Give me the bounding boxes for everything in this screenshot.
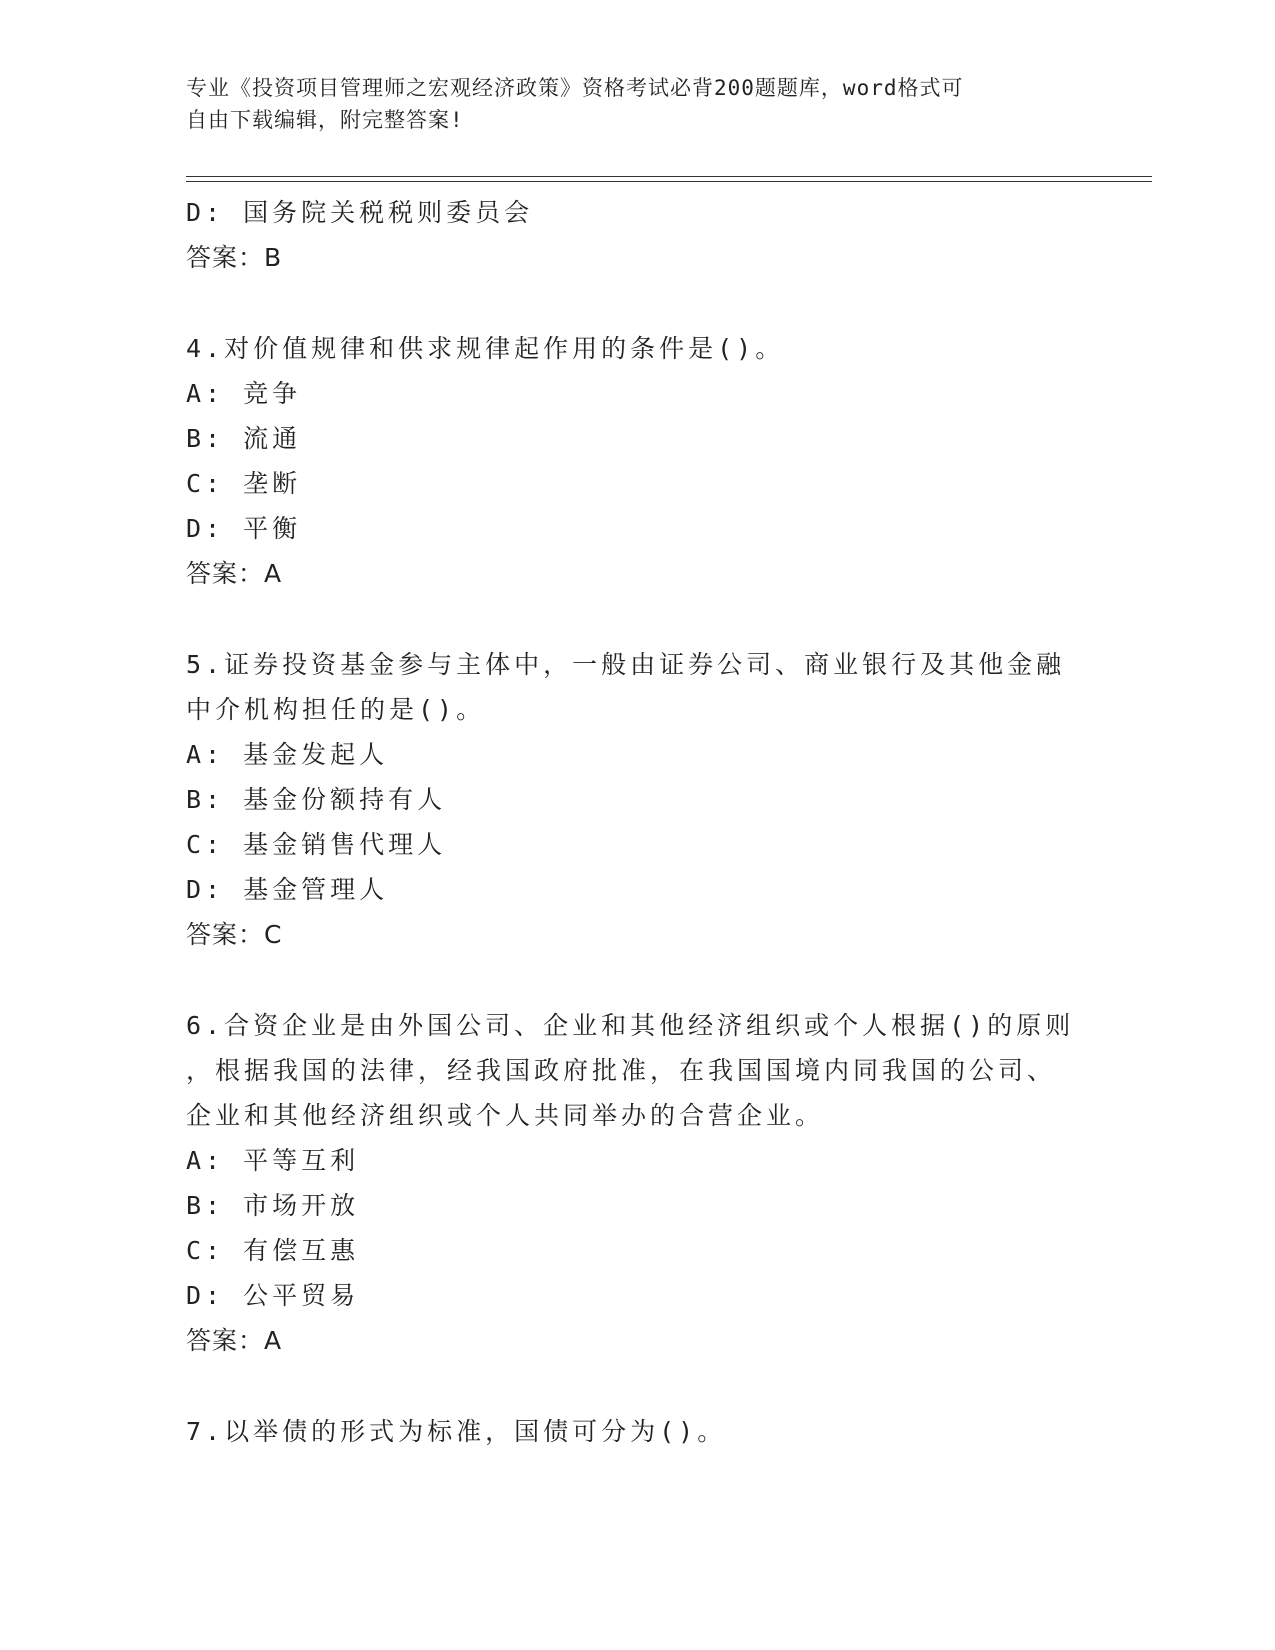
q3-answer: 答案：B	[186, 243, 283, 272]
q5-option-a: A: 基金发起人	[186, 740, 389, 769]
q6-option-c: C: 有偿互惠	[186, 1236, 360, 1265]
document-header	[186, 72, 1066, 136]
header-divider-top	[186, 176, 1152, 177]
q3-option-d: D: 国务院关税税则委员会	[186, 198, 534, 227]
q6-text-line-1: 6.合资企业是由外国公司、企业和其他经济组织或个人根据()的原则	[186, 1011, 1075, 1040]
q4-option-a: A: 竞争	[186, 379, 302, 408]
question-4	[186, 326, 1066, 596]
header-line-2: 自由下载编辑，附完整答案!	[186, 108, 464, 132]
question-5	[186, 642, 1066, 957]
q7-text: 7.以举债的形式为标准，国债可分为()。	[186, 1417, 727, 1446]
q6-answer: 答案：A	[186, 1326, 283, 1355]
header-divider-bottom	[186, 181, 1152, 182]
question-3-tail	[186, 190, 1066, 280]
q5-answer: 答案：C	[186, 920, 283, 949]
question-7	[186, 1409, 1066, 1454]
q4-option-d: D: 平衡	[186, 514, 302, 543]
q5-text-line-1: 5.证券投资基金参与主体中，一般由证券公司、商业银行及其他金融	[186, 650, 1066, 679]
q5-text-line-2: 中介机构担任的是()。	[186, 695, 486, 724]
q4-text: 4.对价值规律和供求规律起作用的条件是()。	[186, 334, 785, 363]
q6-option-d: D: 公平贸易	[186, 1281, 360, 1310]
header-line-1: 专业《投资项目管理师之宏观经济政策》资格考试必背200题题库，word格式可	[186, 76, 964, 100]
q5-option-c: C: 基金销售代理人	[186, 830, 447, 859]
question-6	[186, 1003, 1075, 1363]
q6-text-line-2: ，根据我国的法律，经我国政府批准，在我国国境内同我国的公司、	[186, 1056, 1057, 1085]
q6-text-line-3: 企业和其他经济组织或个人共同举办的合营企业。	[186, 1101, 825, 1130]
q4-option-c: C: 垄断	[186, 469, 302, 498]
question-list	[186, 190, 1075, 1454]
q6-option-a: A: 平等互利	[186, 1146, 360, 1175]
q5-option-d: D: 基金管理人	[186, 875, 389, 904]
q6-option-b: B: 市场开放	[186, 1191, 360, 1220]
q4-answer: 答案：A	[186, 559, 283, 588]
q5-option-b: B: 基金份额持有人	[186, 785, 447, 814]
q4-option-b: B: 流通	[186, 424, 302, 453]
